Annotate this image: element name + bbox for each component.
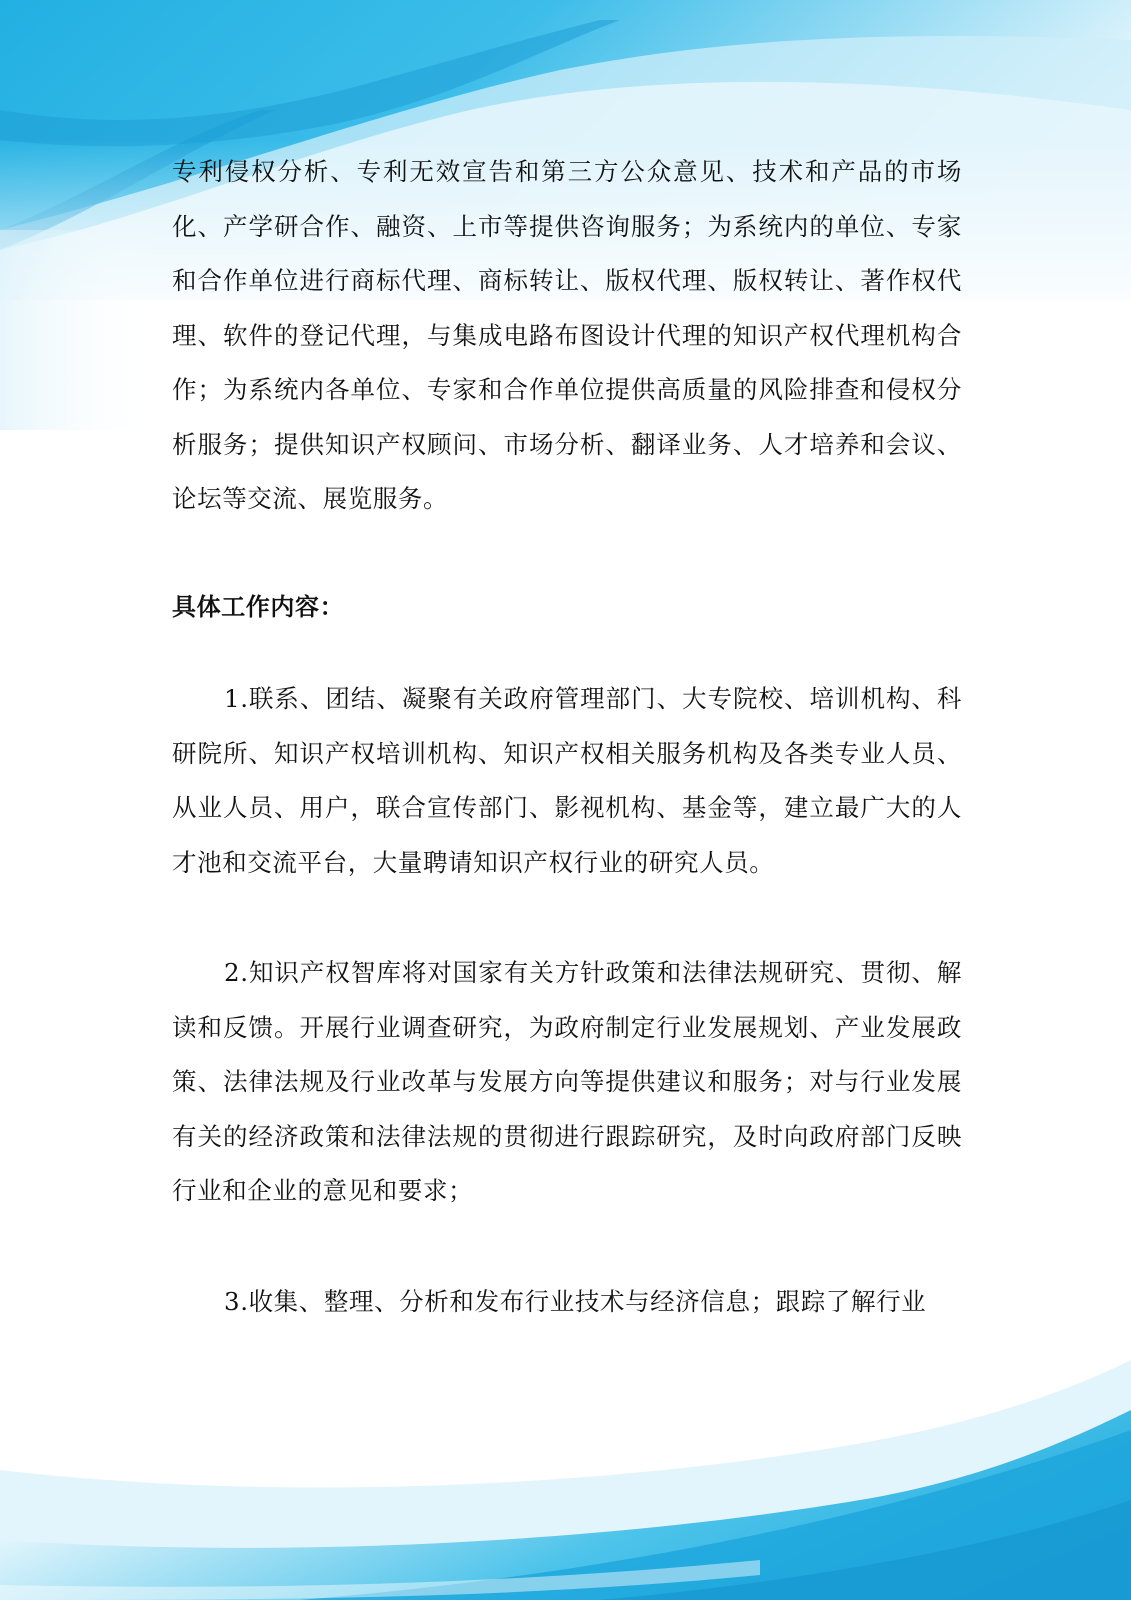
intro-paragraph: 专利侵权分析、专利无效宣告和第三方公众意见、技术和产品的市场化、产学研合作、融资、上市等提供咨询服务；为系统内的单位、专家和合作单位进行商标代理、商标转让、版权代理、版权转让、著作权代理、软件的登记代理，与集成电路布图设计代理的知识产权代理机构合作；为系统内各单位、专家和合作单位提供高质量的风险排查和侵权分析服务；提供知识产权顾问、市场分析、翻译业务、人才培养和会议、论坛等交流、展览服务。: [172, 157, 962, 513]
document-body: [172, 145, 962, 1329]
spacer: [172, 527, 962, 580]
spacer: [172, 1219, 962, 1275]
spacer: [172, 634, 962, 672]
list-item-1: 1.联系、团结、凝聚有关政府管理部门、大专院校、培训机构、科研院所、知识产权培训机构、知识产权相关服务机构及各类专业人员、从业人员、用户，联合宣传部门、影视机构、基金等，建立最广大的人才池和交流平台，大量聘请知识产权行业的研究人员。: [172, 684, 962, 877]
list-item-2: 2.知识产权智库将对国家有关方针政策和法律法规研究、贯彻、解读和反馈。开展行业调查研究，为政府制定行业发展规划、产业发展政策、法律法规及行业改革与发展方向等提供建议和服务；对与行业发展有关的经济政策和法律法规的贯彻进行跟踪研究，及时向政府部门反映行业和企业的意见和要求；: [172, 958, 962, 1205]
spacer: [172, 890, 962, 946]
section-heading: 具体工作内容：: [172, 592, 345, 621]
list-item-3: 3.收集、整理、分析和发布行业技术与经济信息；跟踪了解行业: [224, 1286, 927, 1316]
